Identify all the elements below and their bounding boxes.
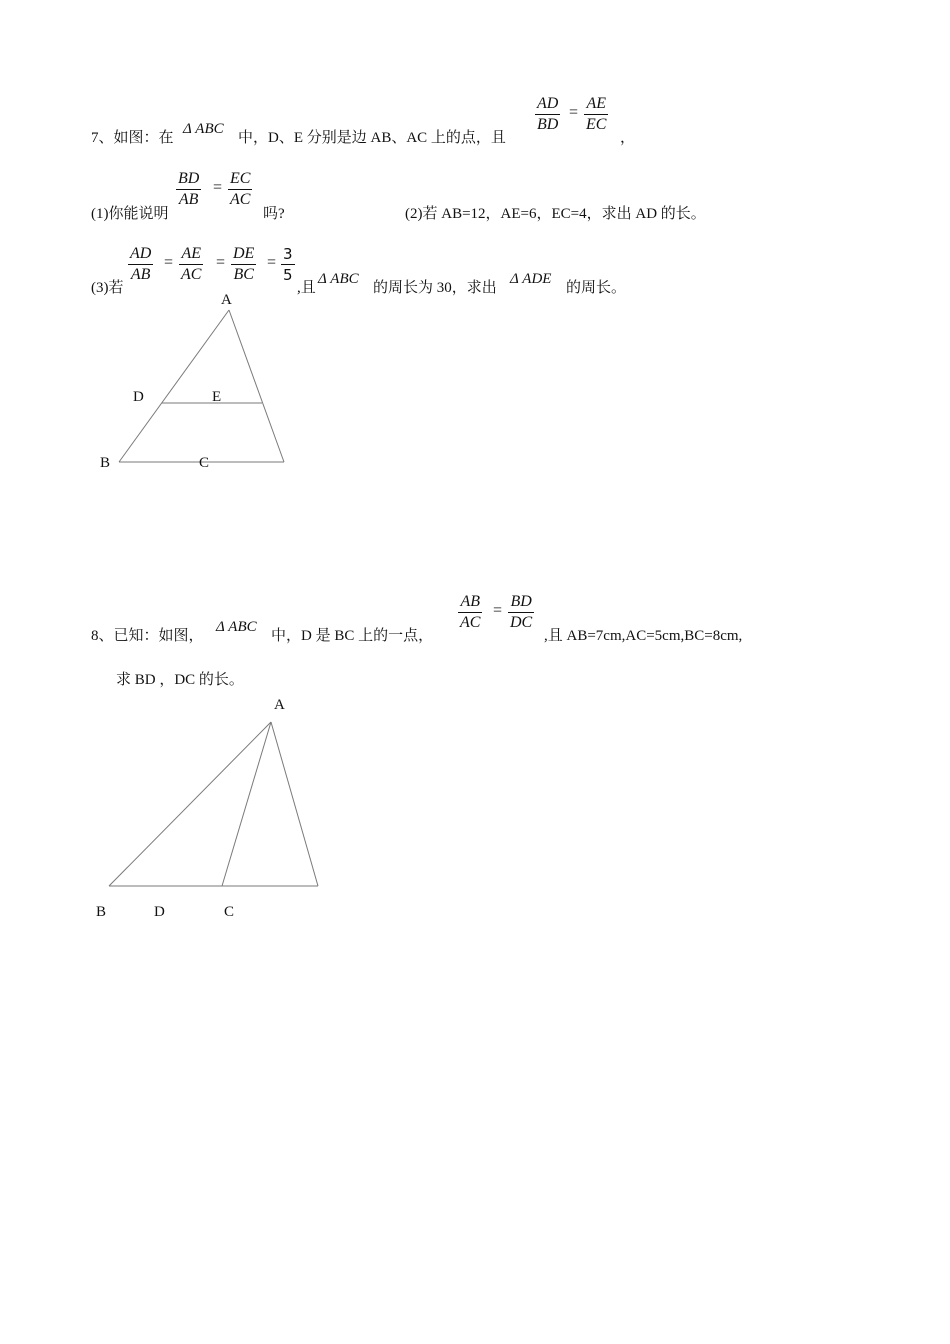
q7-part3-perimeter-text: 的周长为 30，求出 bbox=[373, 280, 497, 296]
q7-part1-frac-ec-ac: $\frac{EC}{AC}$ bbox=[230, 170, 251, 208]
q7-part3-frac-ae-ac: $\frac{AE}{AC}$ bbox=[181, 245, 202, 283]
q8-side-ac bbox=[271, 722, 318, 886]
q7-equals: = bbox=[569, 104, 579, 121]
q7-comma: ， bbox=[620, 130, 636, 146]
q7-part3-equals-3: = bbox=[267, 254, 277, 271]
q8-triangle-abc: Δ ABC bbox=[216, 619, 257, 635]
q7-part3-mid: ,且 bbox=[297, 280, 316, 296]
q7-part3-frac-3-5: $\frac{3}{5}$ bbox=[283, 245, 293, 284]
q7-part1-equals: = bbox=[213, 179, 223, 196]
q7-label-a: A bbox=[221, 292, 232, 308]
q7-part1-prefix: (1)你能说明 bbox=[91, 206, 169, 222]
q7-part3-equals-1: = bbox=[164, 254, 174, 271]
q7-part3-frac-ad-ab: $\frac{AD}{AB}$ bbox=[130, 245, 152, 283]
q7-part3-frac-de-bc: $\frac{DE}{BC}$ bbox=[233, 245, 255, 283]
q7-triangle-abc: Δ ABC bbox=[183, 121, 224, 137]
q7-label-d: D bbox=[133, 389, 144, 405]
q8-given-lengths: ,且 AB=7cm,AC=5cm,BC=8cm, bbox=[544, 628, 743, 644]
q8-label-a: A bbox=[274, 697, 285, 713]
q7-part3-suffix: 的周长。 bbox=[566, 280, 627, 296]
q7-part3-prefix: (3)若 bbox=[91, 280, 124, 296]
q7-part3-equals-2: = bbox=[216, 254, 226, 271]
q7-label-b: B bbox=[100, 455, 111, 471]
q8-equals: = bbox=[493, 602, 503, 619]
q8-label-d: D bbox=[154, 904, 165, 920]
q8-label-b: B bbox=[96, 904, 107, 920]
q8-question: 求 BD ，DC 的长。 bbox=[116, 672, 244, 688]
q7-frac-ad-bd: $\frac{AD}{BD}$ bbox=[537, 95, 559, 133]
q7-part1-suffix: 吗? bbox=[263, 206, 285, 222]
q8-frac-bd-dc: $\frac{BD}{DC}$ bbox=[510, 593, 533, 631]
q8-frac-ab-ac: $\frac{AB}{AC}$ bbox=[460, 593, 481, 631]
q7-part1-frac-bd-ab: $\frac{BD}{AB}$ bbox=[178, 170, 200, 208]
q7-label-c: C bbox=[199, 455, 210, 471]
q7-part3-triangle-abc: Δ ABC bbox=[318, 271, 359, 287]
q7-part2: (2)若 AB=12，AE=6，EC=4，求出 AD 的长。 bbox=[405, 206, 706, 222]
q7-frac-ae-ec: $\frac{AE}{EC}$ bbox=[586, 95, 607, 133]
q8-prefix: 8、已知：如图， bbox=[91, 628, 204, 644]
q8-label-c: C bbox=[224, 904, 235, 920]
q7-condition-text: 中，D、E 分别是边 AB、AC 上的点，且 bbox=[238, 130, 506, 146]
q7-label-e: E bbox=[212, 389, 222, 405]
q7-prefix: 7、如图：在 bbox=[91, 130, 174, 146]
q8-condition-text: 中，D 是 BC 上的一点， bbox=[271, 628, 434, 644]
q7-part3-triangle-ade: Δ ADE bbox=[510, 271, 552, 287]
